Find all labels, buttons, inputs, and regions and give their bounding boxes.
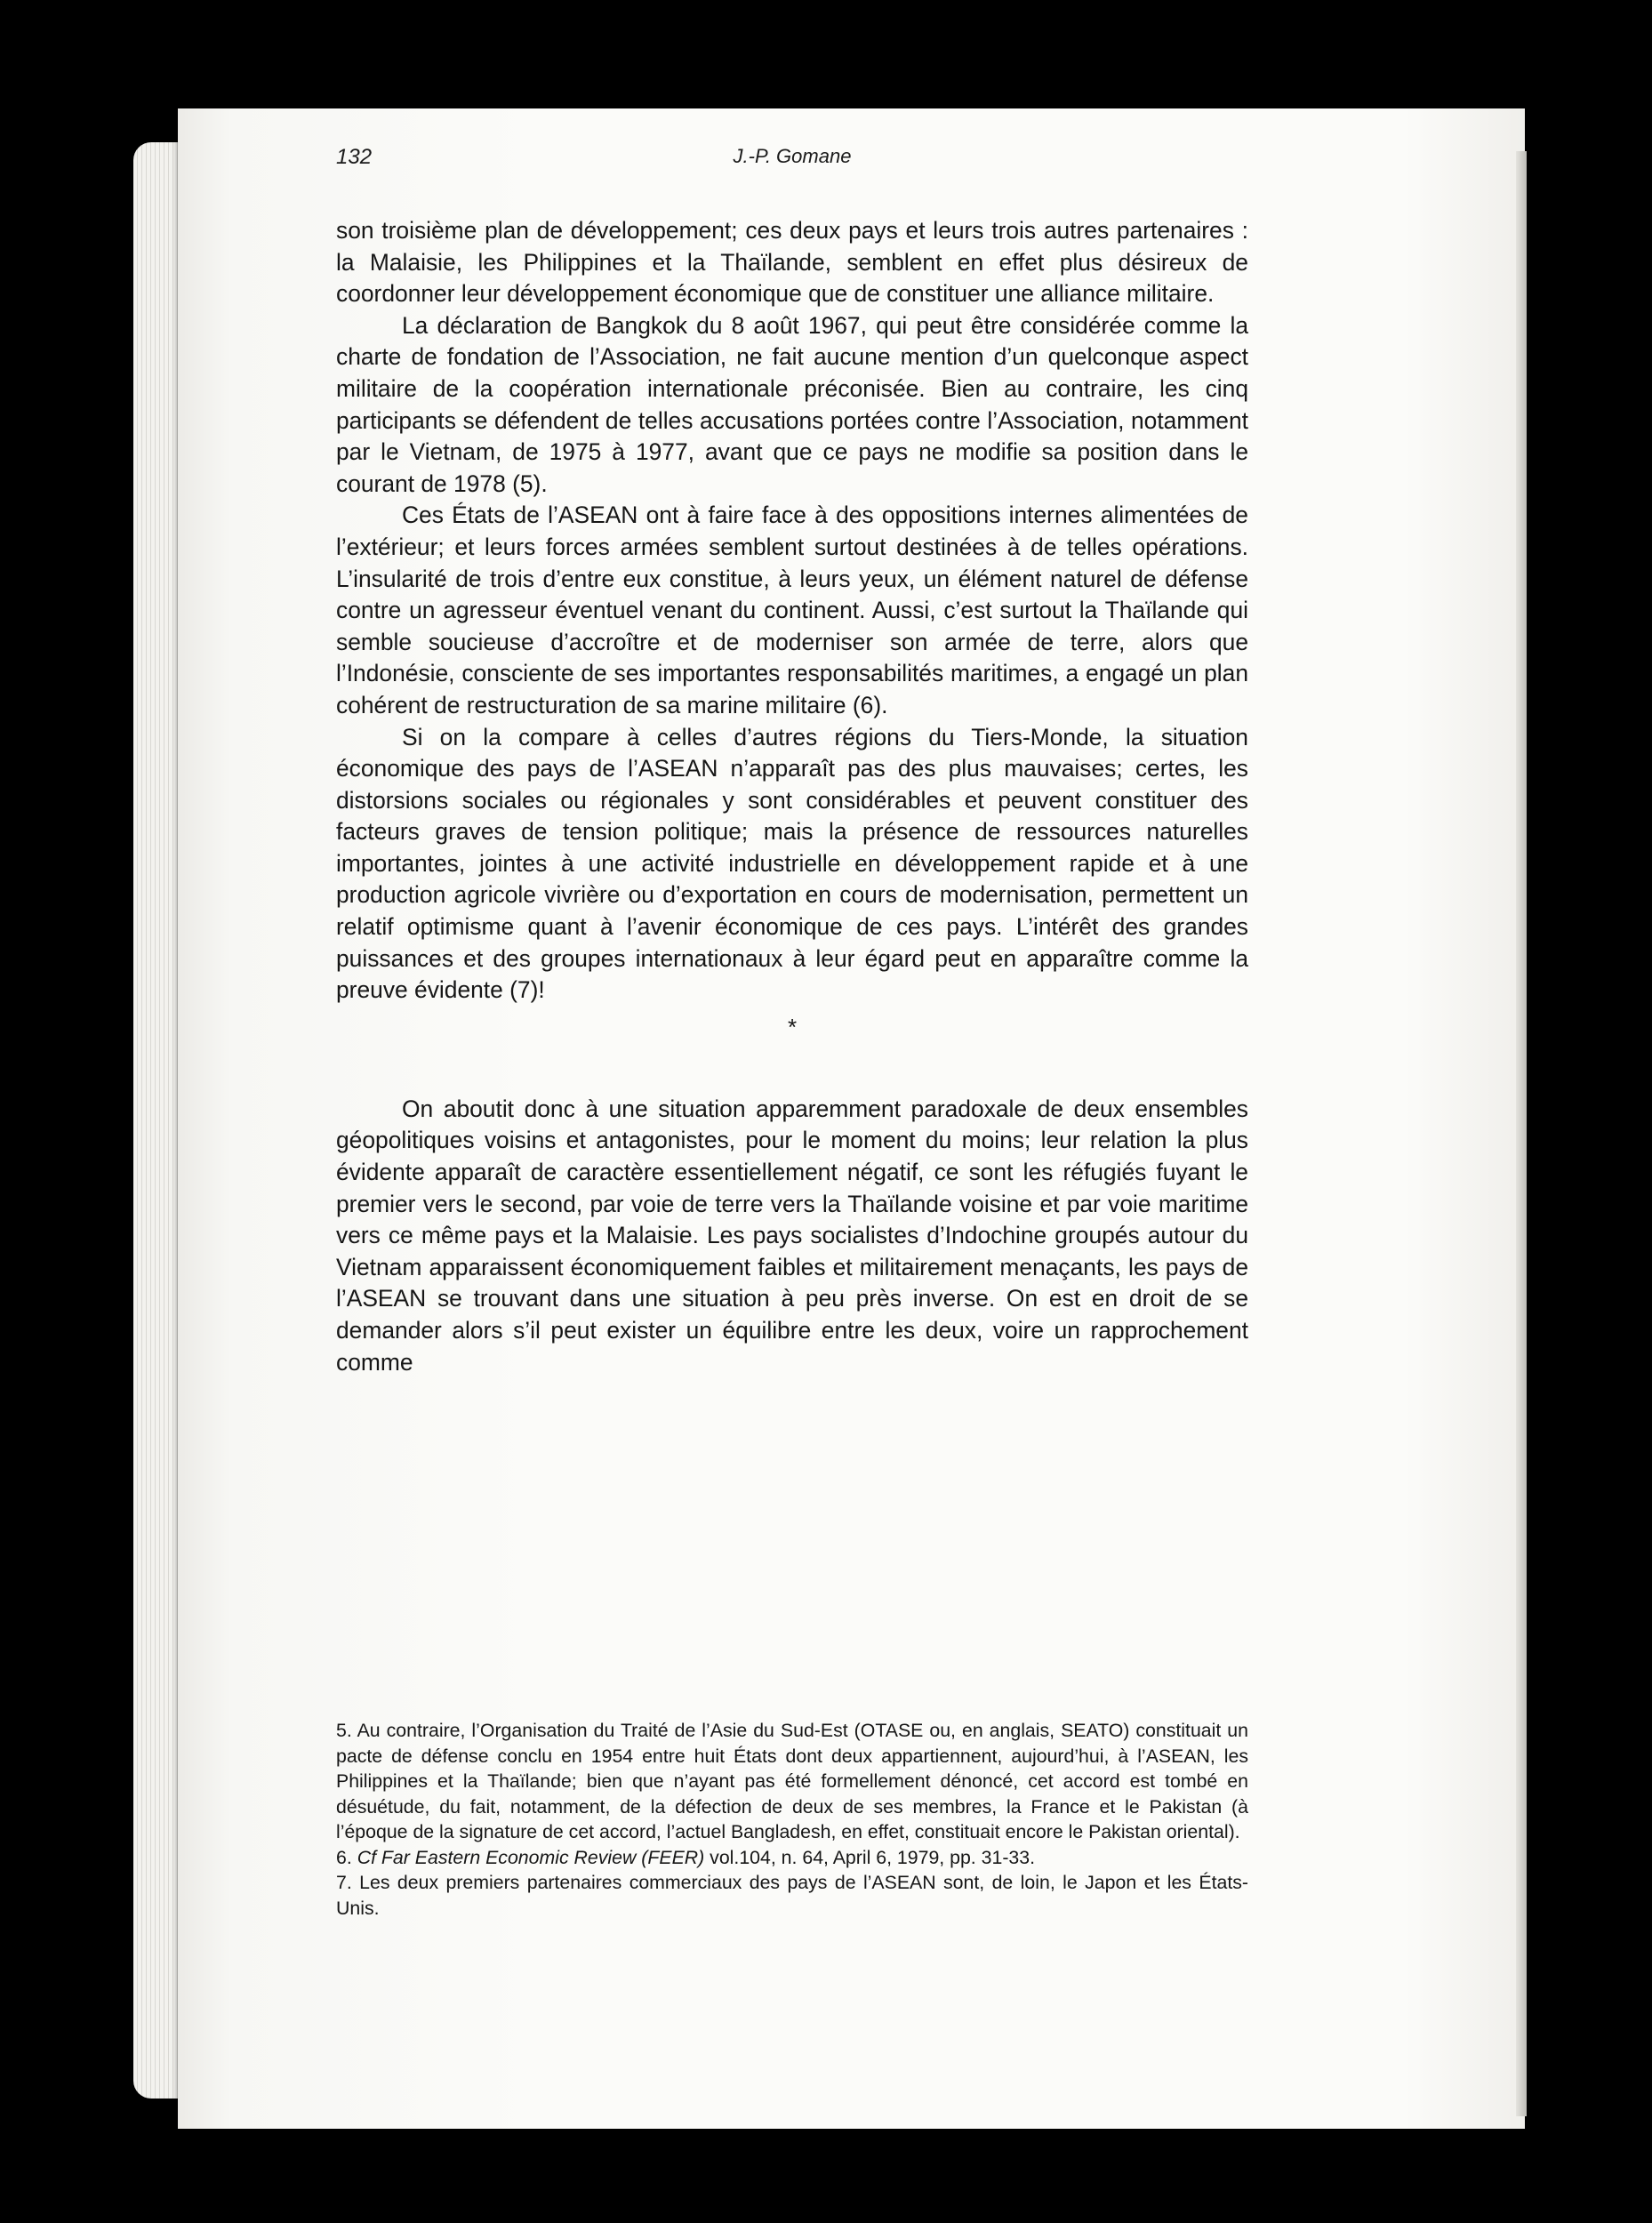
footnotes bbox=[336, 1718, 1248, 1921]
footnote-5: 5. Au contraire, l’Organisation du Traité de l’Asie du Sud-Est (OTASE ou, en anglais, SEATO) constituait un pacte de défense conclu en 1954 entre huit États dont deux appartiennent, aujourd’hui, à l’ASEAN, les Philippines et la Thaïlande; bien que n’ayant pas été formellement dénoncé, cet accord est tombé en désuétude, du fait, notamment, de la défection de deux de ses membres, la France et le Pakistan (à l’époque de la signature de cet accord, l’actuel Bangladesh, en effet, constituait encore le Pakistan oriental). bbox=[336, 1720, 1248, 1842]
paragraph-5: On aboutit donc à une situation apparemment paradoxale de deux ensembles géopolitiques voisins et antagonistes, pour le moment du moins; leur relation la plus évidente apparaît de caractère essentiellement négatif, ce sont les réfugiés fuyant le premier vers le second, par voie de terre vers la Thaïlande voisine et par voie maritime vers ce même pays et la Malaisie. Les pays socialistes d’Indochine groupés autour du Vietnam apparaissent économiquement faibles et militairement menaçants, les pays de l’ASEAN se trouvant dans une situation à peu près inverse. On est en droit de se demander alors s’il peut exister un équilibre entre les deux, voire un rapprochement comme bbox=[336, 1095, 1248, 1376]
footnote-6 bbox=[336, 1845, 1248, 1871]
paragraph-4: Si on la compare à celles d’autres régions du Tiers-Monde, la situation économique des pays de l’ASEAN n’apparaît pas des plus mauvaises; certes, les distorsions sociales ou régionales y sont considérables et peuvent constituer des facteurs graves de tension politique; mais la présence de ressources naturelles importantes, jointes à une activité industrielle en développement rapide et à une production agricole vivrière ou d’exportation en cours de modernisation, permettent un relatif optimisme quant à l’avenir économique de ces pays. L’intérêt des grandes puissances et des groupes internationaux à leur égard peut en apparaître comme la preuve évidente (7)! bbox=[336, 723, 1248, 1004]
footnote-7: 7. Les deux premiers partenaires commerciaux des pays de l’ASEAN sont, de loin, le Japon et les États-Unis. bbox=[336, 1872, 1248, 1919]
page-right-edge bbox=[1516, 151, 1527, 2116]
paragraph-1: son troisième plan de développement; ces deux pays et leurs trois autres partenaires : la Malaisie, les Philippines et la Thaïlande, semblent en effet plus désireux de coordonner leur développement économique que de constituer une alliance militaire. bbox=[336, 217, 1248, 308]
page-header bbox=[336, 145, 1248, 181]
page-number: 132 bbox=[336, 145, 373, 169]
footnote-6-details: vol.104, n. 64, April 6, 1979, pp. 31-33. bbox=[710, 1846, 1036, 1868]
body-text bbox=[336, 215, 1248, 1378]
paragraph-2: La déclaration de Bangkok du 8 août 1967, qui peut être considérée comme la charte de fondation de l’Association, ne fait aucune mention d’un quelconque aspect militaire de la coopération internationale préconisée. Bien au contraire, les cinq participants se défendent de telles accusations portées contre l’Association, notamment par le Vietnam, de 1975 à 1977, avant que ce pays ne modifie sa position dans le courant de 1978 (5). bbox=[336, 311, 1248, 497]
running-head: J.-P. Gomane bbox=[733, 145, 852, 167]
section-separator: * bbox=[787, 1013, 798, 1040]
paragraph-3: Ces États de l’ASEAN ont à faire face à des oppositions internes alimentées de l’extérieur; et leurs forces armées semblent surtout destinées à de telles opérations. L’insularité de trois d’entre eux constitue, à leurs yeux, un élément naturel de défense contre un agresseur éventuel venant du continent. Aussi, c’est surtout la Thaïlande qui semble soucieuse d’accroître et de moderniser son armée de terre, alors que l’Indonésie, consciente de ses importantes responsabilités maritimes, a engagé un plan cohérent de restructuration de sa marine militaire (6). bbox=[336, 502, 1248, 718]
footnote-6-journal: Far Eastern Economic Review (FEER) bbox=[381, 1846, 705, 1868]
footnote-6-number: 6. bbox=[336, 1846, 352, 1868]
footnote-6-cf: Cf bbox=[357, 1846, 376, 1868]
